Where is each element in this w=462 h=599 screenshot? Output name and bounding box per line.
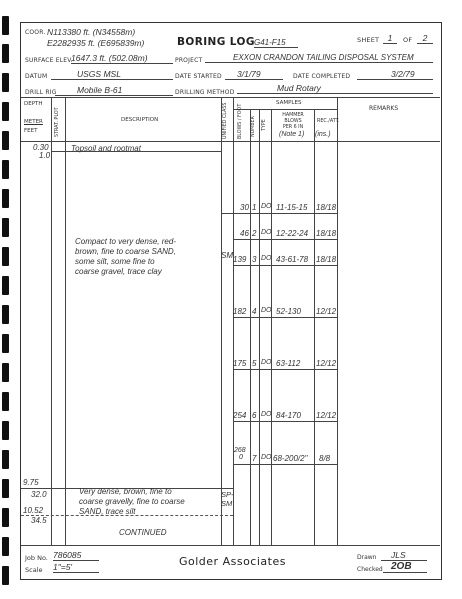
project-value: EXXON CRANDON TAILING DISPOSAL SYSTEM [205,53,433,63]
type-col-divider [271,109,272,545]
drawn-value: JLS [381,550,427,561]
samples-header: SAMPLES [276,100,302,106]
hammer-header [272,113,314,131]
punch-hole [2,218,9,237]
sample-hammer-blows: 63-112 [276,359,301,368]
sample-number: 2 [252,229,257,238]
sample-blows: 139 [233,255,247,264]
sheet-number: 1 [383,33,397,44]
table-bottom-rule [21,545,440,546]
punch-hole [2,450,9,469]
sample-type: DO [261,411,272,418]
sample-type: DO [261,203,272,210]
stratum-2-line: Compact to very dense, red- [75,237,176,246]
punch-hole [2,363,9,382]
sample-recovery: 18/18 [316,229,337,238]
hammer-col-divider [314,109,315,545]
drilling-method-label: DRILLING METHOD [175,89,235,96]
sample-number: 6 [252,411,257,420]
sheet-label: SHEET [357,36,380,44]
stratum-2-line: coarse gravel, trace clay [75,267,162,276]
column-header-rule [21,141,440,142]
punch-hole [2,305,9,324]
strat-plot-header: STRAT. PLOT [55,107,60,137]
hammer-header-line3: PER 6 IN [282,125,304,130]
stratum-2-line: some silt, some fine to [75,257,155,266]
sample-hammer-blows: 52-130 [276,307,301,316]
sample-rule [221,213,337,214]
depth-0-30: 0.30 [33,143,49,152]
sample-hammer-blows: 11-15-15 [276,203,308,212]
depth-header: DEPTH [24,101,43,107]
coor-north: N113380 ft. (N34558m) [47,27,136,37]
sample-blows: 46 [240,229,249,238]
surface-elev-value: 1647.3 ft. (502.08m) [71,53,173,64]
hammer-header-line2: BLOWS [284,119,302,124]
stratum-3-line: coarse gravelly, fine to coarse [79,497,185,506]
sample-type: DO [261,359,272,366]
depth-1-0: 1.0 [39,151,51,160]
boring-id: G41-F15 [254,38,298,48]
stratum-2-description [75,237,176,277]
sample-hammer-blows: 68-200/2" [273,454,308,463]
sample-number: 3 [252,255,257,264]
binder-holes [2,0,10,599]
sample-blows: 254 [233,411,247,420]
checked-signature: 2OB [383,561,427,573]
drill-rig-value: Mobile B-61 [55,85,173,96]
header-bottom-rule [21,97,440,98]
depth-32-0: 32.0 [31,490,47,499]
depth-10-52: 10.52 [23,506,44,515]
boring-log-form [20,22,442,580]
stratum-2-line: brown, fine to coarse SAND, [75,247,176,256]
punch-hole [2,44,9,63]
punch-hole [2,392,9,411]
sample-blows: 175 [233,359,247,368]
datum-label: DATUM [25,73,48,80]
sample-blows-fraction: 0 [239,454,243,461]
company-name: Golder Associates [179,555,286,568]
punch-hole [2,421,9,440]
sample-rule [233,239,337,240]
strat-col-divider [65,97,66,545]
stratum-3-description [79,487,185,517]
sample-rule [233,421,337,422]
punch-hole [2,189,9,208]
sample-recovery: 12/12 [316,359,337,368]
checked-label: Checked [357,566,383,573]
sample-rule [233,317,337,318]
punch-hole [2,102,9,121]
job-no-value: 786085 [53,550,99,561]
drilling-method-value: Mud Rotary [237,83,433,94]
job-no-label: Job No. [25,554,48,562]
coor-label: COOR. [25,29,46,36]
punch-hole [2,131,9,150]
rec-units: (ins.) [315,131,331,138]
sample-recovery: 18/18 [316,203,337,212]
stratum-3-line: SAND, trace silt [79,507,136,516]
punch-hole [2,479,9,498]
punch-hole [2,247,9,266]
sample-recovery: 18/18 [316,255,337,264]
sheet-total: 2 [417,33,433,44]
punch-hole [2,334,9,353]
sample-hammer-blows: 12-22-24 [276,229,309,238]
class-col-divider [233,97,234,545]
sample-number: 7 [252,454,257,463]
sample-blows: 268 [234,447,246,454]
of-label: OF [403,36,413,44]
depth-col-divider [51,97,52,545]
depth-34-5: 34.5 [31,516,47,525]
sample-hammer-blows: 43-61-78 [276,255,309,264]
sample-recovery: 8/8 [319,454,331,463]
punch-hole [2,508,9,527]
scale-label: Scale [25,566,43,574]
number-header: NUMBER [251,116,256,137]
stratum-1-description: Topsoil and rootmat [71,144,141,153]
punch-hole [2,73,9,92]
sample-rule [233,369,337,370]
punch-hole [2,537,9,556]
sample-number: 4 [252,307,257,316]
sample-blows: 30 [240,203,249,212]
date-started-label: DATE STARTED [175,73,222,80]
depth-9-75: 9.75 [23,478,39,487]
remarks-header: REMARKS [369,105,399,112]
sample-hammer-blows: 84-170 [276,411,301,420]
sample-type: DO [261,307,272,314]
number-col-divider [259,109,260,545]
date-completed-label: DATE COMPLETED [293,73,351,80]
stratum-3-line: Very dense, brown, fine to [79,487,172,496]
punch-hole [2,276,9,295]
stratum-2-class: SM [221,251,233,260]
sample-blows: 182 [233,307,247,316]
sample-number: 5 [252,359,257,368]
sample-type: DO [261,454,272,461]
blows-foot-header: BLOWS / FOOT [238,103,243,139]
punch-hole [2,160,9,179]
stratum-3-class-b: SM [221,499,233,508]
sample-type: DO [261,229,272,236]
continued-label: CONTINUED [119,528,167,537]
surface-elev-label: SURFACE ELEV. [25,57,73,64]
sample-recovery: 12/12 [316,307,337,316]
project-label: PROJECT [175,57,203,64]
hammer-header-line1: HAMMER [282,113,304,118]
coor-east: E2282935 ft. (E695839m) [47,38,145,48]
sample-number: 1 [252,203,257,212]
sample-rule [233,265,337,266]
datum-value: USGS MSL [51,69,173,80]
feet-header: FEET [24,128,38,134]
scale-value: 1"=5' [53,562,99,573]
punch-hole [2,566,9,585]
hammer-note: (Note 1) [279,131,305,138]
sample-recovery: 12/12 [316,411,337,420]
description-header: DESCRIPTION [121,117,159,123]
meter-header: METER [24,119,43,125]
drawn-label: Drawn [357,554,377,561]
punch-hole [2,16,9,35]
unified-class-header: UNIFIED CLASS [223,102,228,139]
form-title: BORING LOG [177,36,255,48]
samples-remarks-divider [337,97,338,545]
date-started-value: 3/1/79 [225,69,283,80]
drill-rig-label: DRILL RIG [25,89,57,96]
type-header: TYPE [262,119,267,131]
blows-col-divider [250,109,251,545]
rec-att-header: REC./ATT. [317,119,340,124]
date-completed-value: 3/2/79 [357,69,433,80]
sample-type: DO [261,255,272,262]
desc-col-divider [221,97,222,545]
samples-subheader-rule [233,109,337,110]
stratum-3-class-a: SP- [221,490,234,499]
sample-rule [233,464,337,465]
